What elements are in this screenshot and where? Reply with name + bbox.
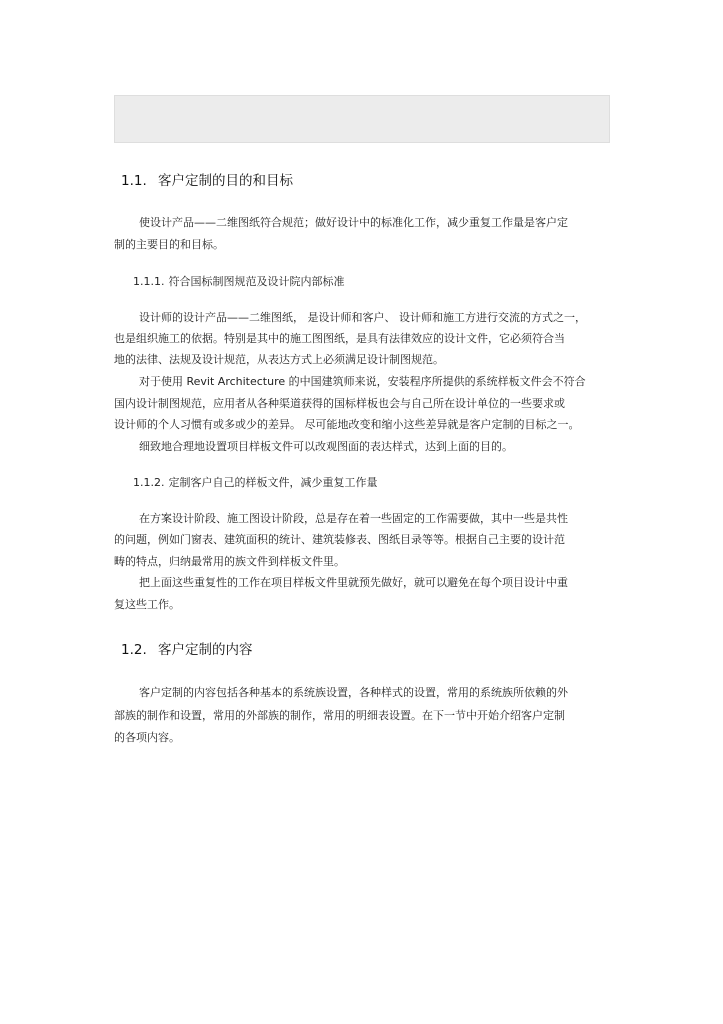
paragraph-line: 对于使用 Revit Architecture 的中国建筑师来说，安装程序所提供的系统样板文件会不符合	[139, 375, 586, 388]
section-heading-1-2	[121, 641, 253, 659]
paragraph-line: 地的法律、法规及设计规范，从表达方式上必须满足设计制图规范。	[114, 353, 444, 366]
paragraph-line: 制的主要目的和目标。	[114, 238, 224, 251]
paragraph-line: 把上面这些重复性的工作在项目样板文件里就预先做好，就可以避免在每个项目设计中重	[139, 576, 568, 589]
section-title: 客户定制的内容	[158, 642, 253, 658]
paragraph-line: 设计师的个人习惯有或多或少的差异。 尽可能地改变和缩小这些差异就是客户定制的目标之一。	[114, 418, 580, 431]
paragraph-line: 也是组织施工的依据。特别是其中的施工图图纸，是具有法律效应的设计文件，它必须符合当	[114, 332, 565, 345]
paragraph-line: 的问题，例如门窗表、建筑面积的统计、建筑装修表、图纸目录等等。根据自己主要的设计范	[114, 533, 565, 546]
paragraph-line: 国内设计制图规范，应用者从各种渠道获得的国标样板也会与自己所在设计单位的一些要求或	[114, 397, 565, 410]
subsection-title: 符合国标制图规范及设计院内部标准	[168, 275, 345, 288]
section-number: 1.2.	[121, 642, 147, 658]
paragraph-line: 畴的特点，归纳最常用的族文件到样板文件里。	[114, 555, 345, 568]
subsection-number: 1.1.2.	[133, 476, 165, 489]
paragraph-line: 细致地合理地设置项目样板文件可以改观图面的表达样式，达到上面的目的。	[139, 440, 513, 453]
section-number: 1.1.	[121, 173, 147, 189]
paragraph-line: 使设计产品——二维图纸符合规范；做好设计中的标准化工作，减少重复工作量是客户定	[139, 216, 568, 229]
paragraph-line: 部族的制作和设置，常用的外部族的制作，常用的明细表设置。在下一节中开始介绍客户定制	[114, 709, 565, 722]
paragraph-line: 客户定制的内容包括各种基本的系统族设置，各种样式的设置，常用的系统族所依赖的外	[139, 686, 568, 699]
paragraph-line: 在方案设计阶段、施工图设计阶段，总是存在着一些固定的工作需要做，其中一些是共性	[139, 512, 568, 525]
section-heading-1-1	[121, 172, 293, 190]
subsection-heading-1-1-1	[133, 274, 345, 290]
paragraph-line: 设计师的设计产品——二维图纸， 是设计师和客户、 设计师和施工方进行交流的方式之一，	[139, 311, 586, 324]
subsection-number: 1.1.1.	[133, 275, 165, 288]
subsection-heading-1-1-2	[133, 475, 378, 491]
section-title: 客户定制的目的和目标	[158, 173, 293, 189]
subsection-title: 定制客户自己的样板文件，减少重复工作量	[168, 476, 378, 489]
page-header-bar	[114, 95, 610, 143]
paragraph-line: 复这些工作。	[114, 598, 180, 611]
paragraph-line: 的各项内容。	[114, 731, 180, 744]
